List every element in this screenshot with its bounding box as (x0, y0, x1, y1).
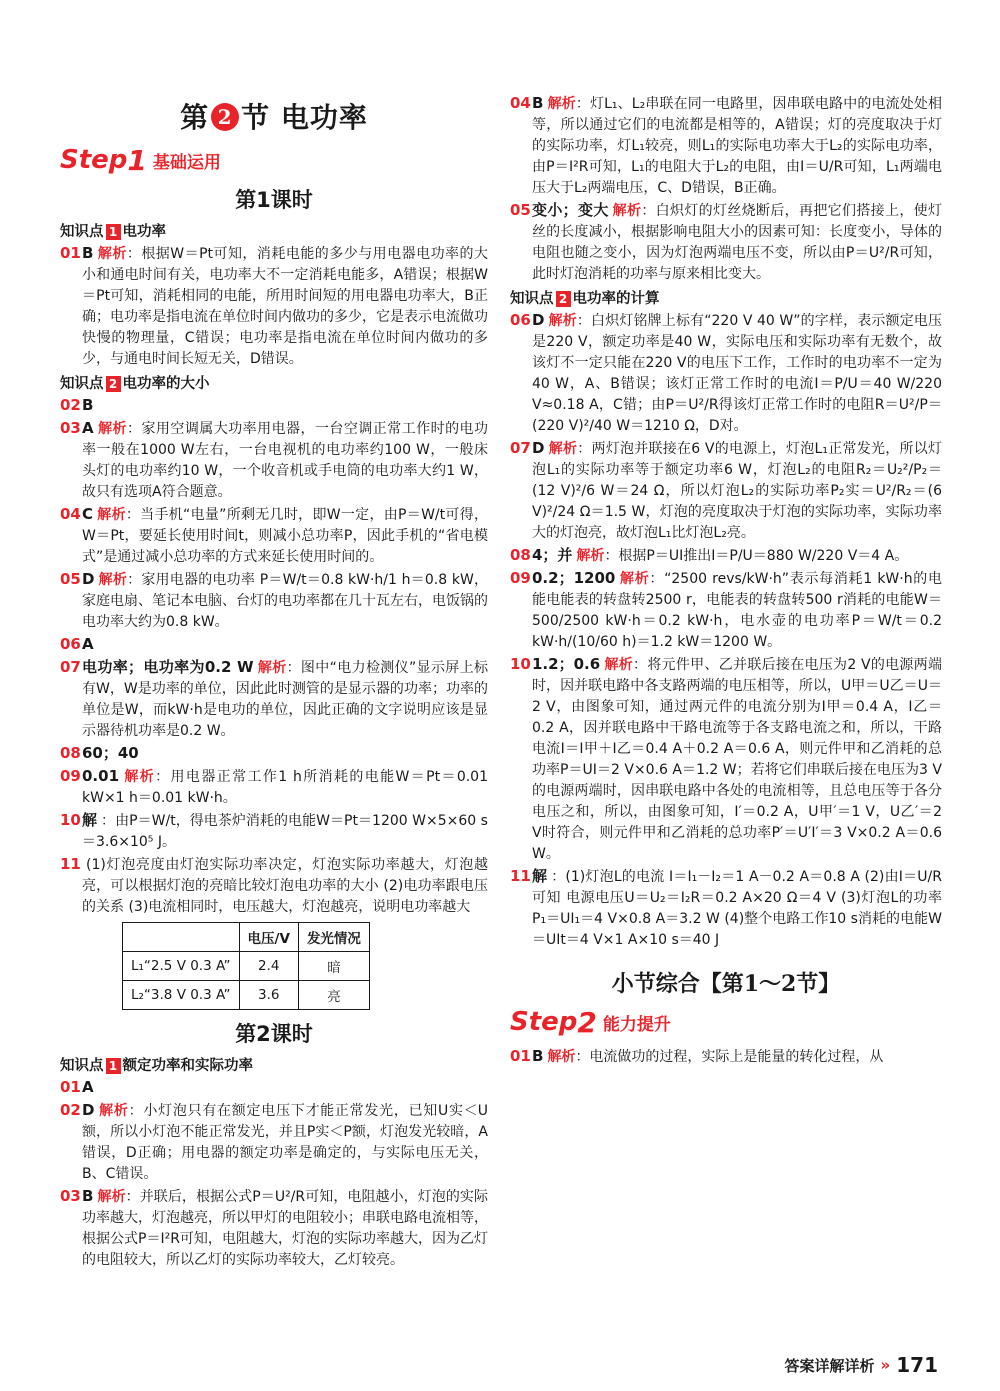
analysis-label: 解析 (97, 1189, 126, 1205)
analysis-text: ：并联后，根据公式P＝U²/R可知，电阻越小，灯泡的实际功率越大，灯泡越亮，所以甲灯的电阻较小；串联电路电流相等，根据公式P＝I²R可知，电阻越大，灯泡的实际功率越大，因为乙灯的电阻较大，所以乙灯的实际功率较大，乙灯较亮。 (82, 1189, 488, 1268)
answer-body (82, 1100, 488, 1185)
step1-label: 基础运用 (152, 152, 221, 173)
answer-item (510, 568, 942, 653)
answer-body (82, 395, 488, 417)
question-number: 09 (510, 569, 531, 587)
kp-title: 电功率的计算 (572, 291, 660, 307)
analysis-text: ：灯L₁、L₂串联在同一电路里，因串联电路中的电流处处相等，所以通过它们的电流都是相等的，A错误；灯的亮度取决于灯的实际功率，灯L₁较亮，则L₁的实际电功率大于L₂的实际电功率，由P＝I²R可知，L₁的电阻大于L₂的电阻，由I＝U/R可知，L₁两端电压大于L₂两端电压，C、D错误，B正确。 (532, 96, 943, 196)
kp-number: 1 (106, 1058, 121, 1074)
analysis-label: 解析 (123, 769, 156, 785)
question-number: 10 (60, 811, 81, 829)
page-footer (785, 1353, 938, 1377)
chevron-right-icon: » (880, 1356, 891, 1374)
table-row (123, 952, 370, 981)
answer-body (82, 1077, 488, 1099)
question-number: 01 (60, 244, 81, 262)
answer-choice: 4；并 (532, 546, 573, 564)
answer-body (82, 418, 488, 503)
table-cell: 3.6 (239, 981, 298, 1010)
answer-body (82, 854, 488, 918)
answer-item (60, 634, 488, 656)
question-number: 01 (510, 1047, 531, 1065)
analysis-label: 解析 (548, 313, 577, 329)
analysis-label: 解析 (547, 96, 576, 112)
step1-banner (60, 142, 488, 178)
answer-item (60, 569, 488, 633)
answer-item (60, 1186, 488, 1271)
answer-choice: D (82, 1101, 95, 1119)
answer-choice: B (82, 244, 94, 262)
answer-list-a (60, 243, 488, 370)
step2-number: 2 (577, 1005, 597, 1039)
mini-section-title: 小节综合【第1～2节】 (611, 971, 841, 997)
answer-body (532, 654, 942, 865)
analysis-text: (1)灯泡亮度由灯泡实际功率决定，灯泡实际功率越大，灯泡越亮，可以根据灯泡的亮暗比较灯泡电功率的大小 (2)电功率跟电压的关系 (3)电流相同时，电压越大，灯泡越亮，说明电功率越大 (82, 857, 488, 915)
kp-title: 电功率 (122, 224, 166, 240)
question-number: 08 (510, 546, 531, 564)
answer-item (60, 504, 488, 568)
question-number: 03 (60, 1187, 81, 1205)
table-cell: 暗 (298, 952, 369, 981)
answer-list-right-b (510, 310, 942, 951)
answer-choice: 60；40 (82, 744, 139, 762)
analysis-text: ：家用电器的电功率 P＝W/t＝0.8 kW·h/1 h＝0.8 kW，家庭电扇、笔记本电脑、台灯的电功率都在几十瓦左右，电饭锅的电功率大约为0.8 kW。 (82, 572, 488, 630)
knowledge-point-1 (60, 220, 488, 241)
question-number: 11 (60, 855, 81, 873)
analysis-label: 解析 (612, 203, 642, 219)
lamp-table (122, 922, 370, 1010)
kp-prefix: 知识点 (60, 376, 104, 392)
analysis-label: 解析 (547, 1049, 576, 1065)
analysis-text: ：根据P＝UI推出I＝P/U＝880 W/220 V＝4 A。 (604, 548, 909, 564)
kp-prefix: 知识点 (60, 1058, 104, 1074)
section-number-badge: 2 (211, 103, 239, 131)
question-number: 07 (510, 439, 531, 457)
analysis-text: ：根据W＝Pt可知，消耗电能的多少与用电器电功率的大小和通电时间有关，电功率大不一定消耗电能多，A错误；根据W＝Pt可知，消耗相同的电能，所用时间短的用电器电功率大，B正确；电功率是指电流在单位时间内做功的多少，它是表示电流做功快慢的物理量，C错误；电功率是指电流在单位时间内做功的多少，与通电时间长短无关，D错误。 (82, 246, 488, 367)
answer-body (82, 766, 488, 809)
answer-body (82, 810, 488, 853)
kp-title: 电功率的大小 (122, 376, 210, 392)
answer-list-b (60, 395, 488, 918)
analysis-label: 解析 (619, 571, 650, 587)
step1-number: 1 (127, 143, 147, 177)
answer-item (60, 1077, 488, 1099)
question-number: 02 (60, 396, 81, 414)
answer-choice: B (82, 1187, 94, 1205)
analysis-label: 解析 (97, 246, 127, 262)
answer-body (82, 743, 488, 765)
step2-label: 能力提升 (602, 1014, 671, 1035)
answer-choice: D (532, 311, 545, 329)
answer-choice: 电功率；电功率为0.2 W (82, 658, 254, 676)
answer-choice: B (82, 396, 94, 414)
answer-choice: 变小；变大 (532, 201, 609, 219)
question-number: 03 (60, 419, 81, 437)
analysis-label: 解析 (257, 660, 287, 676)
question-number: 05 (60, 570, 81, 588)
question-number: 06 (60, 635, 81, 653)
answer-item (510, 200, 942, 285)
question-number: 08 (60, 744, 81, 762)
analysis-text: ：白炽灯铭牌上标有“220 V 40 W”的字样，表示额定电压是220 V，额定功率是40 W，实际电压和实际功率有无数个，故该灯不一定只能在220 V的电压下工作，工作时的电功率不一定为40 W，A、B错误；该灯正常工作时的电流I＝P/U＝40 W/220 V≈0.18 A，C错；由P＝U²/R得该灯正常工作时的电阻R＝U²/P＝(220 V)²/40 W＝1210 Ω，D对。 (532, 313, 943, 434)
answer-choice: B (532, 1047, 544, 1065)
answer-choice: 解 (532, 867, 548, 885)
answer-item (510, 310, 942, 437)
answer-body (532, 200, 942, 285)
analysis-text: ：电流做功的过程，实际上是能量的转化过程，从 (575, 1049, 884, 1065)
question-number: 05 (510, 201, 531, 219)
answer-item (510, 866, 942, 951)
table-header: 发光情况 (298, 923, 369, 952)
knowledge-point-3 (60, 1054, 488, 1075)
answer-choice: C (82, 505, 94, 523)
table-cell: L₁“2.5 V 0.3 A” (123, 952, 240, 981)
analysis-label: 解析 (97, 421, 127, 437)
answer-choice: A (82, 1078, 94, 1096)
table-header: 电压/V (239, 923, 298, 952)
analysis-label: 解析 (98, 1103, 129, 1119)
answer-body (532, 438, 942, 544)
answer-item (60, 743, 488, 765)
kp-prefix: 知识点 (60, 224, 104, 240)
answer-item (60, 418, 488, 503)
right-column (510, 92, 942, 1069)
analysis-text: ：将元件甲、乙并联后接在电压为2 V的电源两端时，因并联电路中各支路两端的电压相等，所以，U甲＝U乙＝U＝2 V，由图象可知，通过两元件的电流分别为I甲＝0.4 A，I乙＝0.2 A，因并联电路中干路电流等于各支路电流之和，所以，干路电流I＝I甲＋I乙＝0.4 A＋0.2 A＝0.6 A，则元件甲和乙消耗的总功率P＝UI＝2 V×0.6 A＝1.2 W；若将它们串联后接在电压为3 V的电源两端时，因串联电路中各处的电流相等，且总电压等于各分电压之和，所以，由图象可知，I′＝0.2 A，U甲′＝1 V，U乙′＝2 V时符合，则元件甲和乙消耗的总功率P′＝U′I′＝3 V×0.2 A＝0.6 W。 (532, 657, 943, 862)
answer-list-right-a (510, 93, 942, 285)
knowledge-point-2 (60, 372, 488, 393)
answer-body (82, 569, 488, 633)
answer-item (60, 243, 488, 370)
answer-item (60, 854, 488, 918)
question-number: 10 (510, 655, 531, 673)
table-header (123, 923, 240, 952)
analysis-label: 解析 (548, 441, 578, 457)
table-cell: 亮 (298, 981, 369, 1010)
analysis-text: ：家用空调属大功率用电器，一台空调正常工作时的电功率一般在1000 W左右，一台电视机的电功率约100 W，一般床头灯的电功率约10 W，一个收音机或手电筒的电功率大约1 W，故只有选项A符合题意。 (82, 421, 489, 500)
table-cell: 2.4 (239, 952, 298, 981)
lesson-1-title: 第1课时 (235, 188, 313, 212)
analysis-text: ：小灯泡只有在额定电压下才能正常发光，已知U实＜U额，所以小灯泡不能正常发光，并且P实＜P额，灯泡发光较暗，A错误，D正确；用电器的额定功率是确定的，与实际电压无关，B、C错误。 (82, 1103, 488, 1182)
answer-body (532, 310, 942, 437)
answer-body (82, 504, 488, 568)
answer-choice: 1.2；0.6 (532, 655, 601, 673)
answer-item (510, 93, 942, 199)
analysis-text: ：当手机“电量”所剩无几时，即W一定，由P＝W/t可得，W＝Pt，要延长使用时间t，则减小总功率P，因此手机的“省电模式”是通过减小总功率的方式来延长使用时间的。 (82, 507, 488, 565)
step2-banner (510, 1004, 942, 1040)
answer-choice: A (82, 419, 94, 437)
answer-body (82, 1186, 488, 1271)
analysis-text: ：由P＝W/t，得电茶炉消耗的电能W＝Pt＝1200 W×5×60 s＝3.6×10⁵ J。 (82, 813, 488, 850)
answer-choice: 0.2；1200 (532, 569, 616, 587)
answer-choice: 解 (82, 811, 98, 829)
answer-item (510, 654, 942, 865)
analysis-text: ：两灯泡并联接在6 V的电源上，灯泡L₁正常发光，所以灯泡L₁的实际功率等于额定功率6 W，灯泡L₂的电阻R₂＝U₂²/P₂＝(12 V)²/6 W＝24 Ω，所以灯泡L₂的实际功率P₂实＝U²/R₂＝(6 V)²/24 Ω＝1.5 W，灯泡的亮度取决于灯泡的实际功率，实际功率大的灯泡亮，故灯泡L₁比灯泡L₂亮。 (532, 441, 942, 541)
table-cell: L₂“3.8 V 0.3 A” (123, 981, 240, 1010)
analysis-text: ：(1)灯泡L的电流 I＝I₁－I₂＝1 A－0.2 A＝0.8 A (2)由I＝U/R可知 电源电压U＝U₂＝I₂R＝0.2 A×20 Ω＝4 V (3)灯泡L的功率P₁＝UI₁＝4 V×0.8 A＝3.2 W (4)整个电路工作10 s消耗的电能W＝UIt＝4 V×1 A×10 s＝40 J (532, 869, 942, 948)
step1-word: Step (60, 145, 128, 175)
answer-body (82, 634, 488, 656)
answer-body (82, 657, 488, 742)
answer-item (510, 545, 942, 567)
analysis-label: 解析 (98, 572, 128, 588)
answer-item (60, 657, 488, 742)
answer-item (60, 766, 488, 809)
question-number: 01 (60, 1078, 81, 1096)
answer-body (532, 93, 942, 199)
question-number: 02 (60, 1101, 81, 1119)
kp-number: 2 (556, 291, 571, 307)
section-title-text: 节 电功率 (241, 101, 368, 134)
knowledge-point-right (510, 287, 942, 308)
answer-item (510, 1046, 942, 1068)
answer-body (532, 568, 942, 653)
kp-prefix: 知识点 (510, 291, 554, 307)
answer-body (532, 545, 942, 567)
question-number: 07 (60, 658, 81, 676)
answer-item (60, 395, 488, 417)
section-title (60, 96, 488, 136)
answer-item (510, 438, 942, 544)
analysis-label: 解析 (576, 548, 605, 564)
answer-list-right-c (510, 1046, 942, 1068)
analysis-text: ：“2500 revs/kW·h”表示每消耗1 kW·h的电能电能表的转盘转2500 r，电能表的转盘转500 r消耗的电能W＝500/2500 kW·h＝0.2 kW·h，电水壶的电功率P＝W/t＝0.2 kW·h/(10/60 h)＝1.2 kW＝1200 W。 (532, 571, 942, 650)
question-number: 06 (510, 311, 531, 329)
step2-word: Step (510, 1007, 578, 1037)
analysis-text: ：白炽灯的灯丝烧断后，再把它们搭接上，使灯丝的长度减小，根据影响电阻大小的因素可知：长度变小，导体的电阻也随之变小，因为灯泡两端电压不变，所以由P＝U²/R可知，此时灯泡消耗的功率与原来相比变大。 (532, 203, 942, 282)
answer-item (60, 1100, 488, 1185)
question-number: 04 (60, 505, 81, 523)
analysis-text: ：图中“电力检测仪”显示屏上标有W，W是功率的单位，因此此时测管的是显示器的功率；功率的单位是W，而kW·h是电功的单位，因此正确的文字说明应该是显示器待机功率是0.2 W。 (82, 660, 489, 739)
question-number: 11 (510, 867, 531, 885)
analysis-text: ：用电器正常工作1 h所消耗的电能W＝Pt＝0.01 kW×1 h＝0.01 kW·h。 (82, 769, 488, 806)
analysis-label: 解析 (97, 507, 126, 523)
answer-choice: D (82, 570, 95, 588)
section-title-prefix: 第 (180, 101, 210, 134)
left-column (60, 88, 488, 1272)
table-row (123, 981, 370, 1010)
answer-choice: A (82, 635, 94, 653)
kp-title: 额定功率和实际功率 (122, 1058, 253, 1074)
answer-body (532, 1046, 942, 1068)
analysis-label: 解析 (604, 657, 634, 673)
answer-choice: 0.01 (82, 767, 120, 785)
answer-list-c (60, 1077, 488, 1271)
kp-number: 1 (106, 224, 121, 240)
kp-number: 2 (106, 376, 121, 392)
answer-body (532, 866, 942, 951)
footer-label: 答案详解详析 (784, 1356, 875, 1375)
answer-choice: D (532, 439, 545, 457)
lesson-2-title: 第2课时 (235, 1022, 313, 1046)
question-number: 09 (60, 767, 81, 785)
answer-body (82, 243, 488, 370)
answer-item (60, 810, 488, 853)
question-number: 04 (510, 94, 531, 112)
page-number: 171 (896, 1353, 938, 1377)
answer-choice: B (532, 94, 544, 112)
